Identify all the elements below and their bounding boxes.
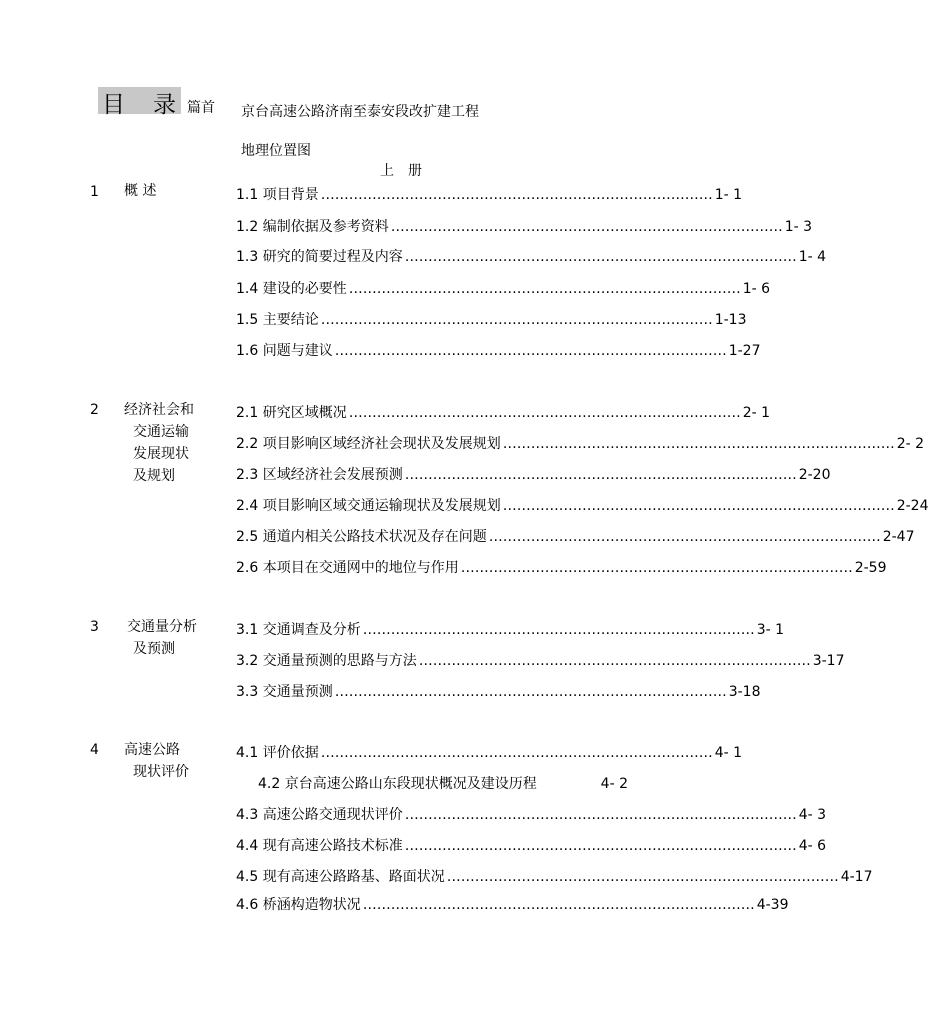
toc-title-char-2: 录 <box>153 92 176 118</box>
entry-page: 3-18 <box>728 684 761 700</box>
chapter-title-line: 高速公路 <box>124 742 180 758</box>
toc-entry[interactable] <box>236 433 925 453</box>
entry-title: 1.3 研究的简要过程及内容 <box>236 249 403 265</box>
entry-page: 1- 6 <box>742 281 771 297</box>
leader-dots: ………………………………………………………………………… <box>418 653 811 669</box>
toc-title <box>102 86 176 119</box>
entry-page: 2- 2 <box>896 436 925 452</box>
leader-dots: ………………………………………………………………………… <box>362 897 755 913</box>
entry-page: 1- 4 <box>798 249 827 265</box>
entry-page: 2-47 <box>882 529 915 545</box>
toc-entry[interactable] <box>236 309 747 329</box>
entry-page: 1-13 <box>714 312 747 328</box>
entry-page: 2-59 <box>854 560 887 576</box>
toc-entry[interactable] <box>236 804 827 824</box>
chapter-title <box>127 616 197 660</box>
toc-entry[interactable] <box>236 340 761 360</box>
entry-title: 2.3 区域经济社会发展预测 <box>236 467 403 483</box>
leader-dots: ………………………………………………………………………… <box>488 529 881 545</box>
leader-dots: ………………………………………………………………………… <box>320 187 713 203</box>
entry-title: 4.4 现有高速公路技术标准 <box>236 838 403 854</box>
toc-entry[interactable] <box>236 495 929 515</box>
toc-entry[interactable] <box>236 681 761 701</box>
chapter-title-line: 经济社会和 <box>124 402 194 418</box>
entry-page: 4- 1 <box>714 745 743 761</box>
project-title: 京台高速公路济南至泰安段改扩建工程 <box>241 104 479 120</box>
entry-title: 1.2 编制依据及参考资料 <box>236 219 389 235</box>
toc-entry[interactable] <box>236 557 887 577</box>
entry-title: 1.4 建设的必要性 <box>236 281 347 297</box>
chapter-title-line: 交通运输 <box>133 424 189 440</box>
entry-page: 1- 3 <box>784 219 813 235</box>
toc-entry[interactable] <box>236 866 873 886</box>
entry-title: 1.6 问题与建议 <box>236 343 333 359</box>
leader-dots: ………………………………………………………………………… <box>502 498 895 514</box>
entry-page: 4- 2 <box>600 776 628 792</box>
entry-title: 3.2 交通量预测的思路与方法 <box>236 653 417 669</box>
entry-title: 4.1 评价依据 <box>236 745 319 761</box>
toc-entry[interactable] <box>236 184 743 204</box>
entry-page: 3- 1 <box>756 622 785 638</box>
entry-title: 1.5 主要结论 <box>236 312 319 328</box>
leader-dots: ………………………………………………………………………… <box>390 219 783 235</box>
leader-dots: ………………………………………………………………………… <box>348 405 741 421</box>
leader-dots: ………………………………………………………………………… <box>334 684 727 700</box>
leader-dots: ………………………………………………………………………… <box>334 343 727 359</box>
toc-title-char-1: 目 <box>102 92 125 118</box>
chapter-number: 2 <box>90 402 99 418</box>
chapter-title <box>124 739 189 783</box>
chapter-number: 3 <box>90 619 99 635</box>
chapter-title-line: 发展现状 <box>133 446 189 462</box>
entry-title: 2.6 本项目在交通网中的地位与作用 <box>236 560 459 576</box>
leader-dots: ………………………………………………………………………… <box>446 869 839 885</box>
toc-entry[interactable] <box>236 464 831 484</box>
entry-title: 2.4 项目影响区域交通运输现状及发展规划 <box>236 498 501 514</box>
entry-page: 4- 6 <box>798 838 827 854</box>
entry-page: 2-20 <box>798 467 831 483</box>
toc-entry[interactable] <box>236 650 845 670</box>
leader-dots: ………………………………………………………………………… <box>362 622 755 638</box>
chapter-title-line: 及规划 <box>133 468 175 484</box>
toc-entry[interactable] <box>236 619 785 639</box>
chapter-title-line: 交通量分析 <box>127 619 197 635</box>
entry-page: 4- 3 <box>798 807 827 823</box>
entry-title: 2.1 研究区域概况 <box>236 405 347 421</box>
entry-page: 1- 1 <box>714 187 743 203</box>
leader-dots: ………………………………………………………………………… <box>404 807 797 823</box>
chapter-title-line: 及预测 <box>133 641 175 657</box>
chapter-number: 4 <box>90 742 99 758</box>
chapter-title-line: 现状评价 <box>133 764 189 780</box>
entry-title: 2.2 项目影响区域经济社会现状及发展规划 <box>236 436 501 452</box>
volume-label: 上 册 <box>380 163 422 179</box>
entry-title: 3.3 交通量预测 <box>236 684 333 700</box>
toc-entry[interactable] <box>236 402 771 422</box>
chapter-number: 1 <box>90 184 99 200</box>
leader-dots: ………………………………………………………………………… <box>404 838 797 854</box>
leader-dots: ………………………………………………………………………… <box>320 312 713 328</box>
entry-title: 1.1 项目背景 <box>236 187 319 203</box>
toc-entry[interactable] <box>236 894 789 914</box>
entry-page: 1-27 <box>728 343 761 359</box>
pianshou-label: 篇首 <box>187 100 215 116</box>
toc-entry[interactable] <box>236 216 813 236</box>
map-entry: 地理位置图 <box>241 143 311 159</box>
toc-entry[interactable] <box>236 246 827 266</box>
toc-entry[interactable] <box>236 526 915 546</box>
entry-title: 2.5 通道内相关公路技术状况及存在问题 <box>236 529 487 545</box>
entry-title: 4.6 桥涵构造物状况 <box>236 897 361 913</box>
entry-page: 2- 1 <box>742 405 771 421</box>
entry-page: 2-24 <box>896 498 929 514</box>
entry-page: 4-39 <box>756 897 789 913</box>
toc-entry[interactable] <box>236 742 743 762</box>
entry-title: 4.3 高速公路交通现状评价 <box>236 807 403 823</box>
toc-entry[interactable] <box>236 278 771 298</box>
leader-dots: ………………………………………………………………………… <box>404 249 797 265</box>
entry-page: 3-17 <box>812 653 845 669</box>
entry-title: 4.5 现有高速公路路基、路面状况 <box>236 869 445 885</box>
chapter-title-line: 概 述 <box>124 183 157 199</box>
leader-dots: ………………………………………………………………………… <box>404 467 797 483</box>
chapter-title <box>124 399 194 487</box>
entry-title: 3.1 交通调查及分析 <box>236 622 361 638</box>
entry-title: 4.2 京台高速公路山东段现状概况及建设历程 <box>258 776 537 792</box>
leader-dots: ………………………………………………………………………… <box>348 281 741 297</box>
entry-page: 4-17 <box>840 869 873 885</box>
leader-dots: ………………………………………………………………………… <box>460 560 853 576</box>
chapter-title <box>124 180 156 202</box>
leader-dots: ………………………………………………………………………… <box>502 436 895 452</box>
leader-dots: ………………………………………………………………………… <box>320 745 713 761</box>
toc-entry[interactable] <box>258 773 628 793</box>
toc-entry[interactable] <box>236 835 827 855</box>
